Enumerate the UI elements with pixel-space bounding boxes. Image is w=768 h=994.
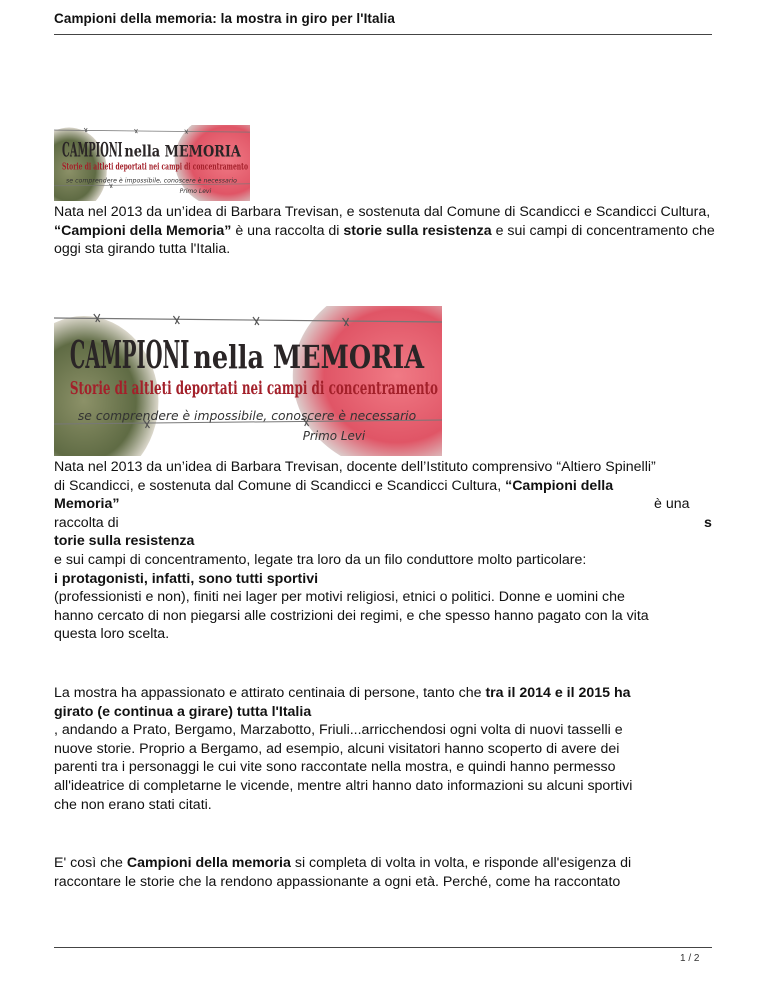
body-line (54, 532, 716, 551)
tour-paragraph (54, 684, 716, 814)
closing-paragraph (54, 854, 716, 891)
body-line (54, 570, 716, 589)
intro-text-1: Nata nel 2013 da un’idea di Barbara Trevisan, e sostenuta dal Comune di Scandicci e Scandicci Cultura, (54, 204, 711, 220)
tour-line (54, 684, 716, 703)
intro-text-2: è una raccolta di (231, 222, 344, 239)
body-line (54, 495, 716, 514)
campioni-banner-image-small (54, 125, 250, 201)
body-bold: “Campioni della (505, 477, 614, 494)
footer-divider (54, 947, 712, 948)
tour-bold: girato (e continua a girare) tutta l'Italia (54, 703, 312, 720)
body-text: di Scandicci, e sostenuta dal Comune di Scandicci e Scandicci Cultura, (54, 477, 506, 494)
body-text: raccolta di (54, 514, 119, 531)
body-line: hanno cercato di non piegarsi alle costrizioni dei regimi, e che spesso hanno pagato con la vita (54, 607, 649, 624)
tour-line: all'ideatrice di completarne le vicende, mentre altri hanno dato informazioni su alcuni sportivi (54, 777, 633, 794)
banner-title-b: nella MEMORIA (193, 337, 426, 377)
tour-line: parenti tra i personaggi le cui vite sono raccontate nella mostra, e quindi hanno permesso (54, 759, 616, 776)
banner-subtitle: Storie di altleti deportati nei campi di concentramento (62, 161, 248, 173)
intro-bold-2: storie sulla resistenza (343, 222, 492, 239)
intro-bold-1: “Campioni della Memoria” (54, 222, 232, 239)
banner-subtitle: Storie di altleti deportati nei campi di concentramento (69, 377, 439, 400)
banner-author: Primo Levi (179, 187, 212, 195)
body-bold: torie sulla resistenza (54, 533, 195, 550)
body-text: è una (654, 496, 690, 513)
closing-text: E' così che (54, 855, 127, 871)
banner-quote: se comprendere è impossibile, conoscere è necessario (66, 177, 232, 185)
tour-bold: tra il 2014 e il 2015 ha (485, 685, 631, 701)
body-line (54, 514, 716, 533)
body-line (54, 477, 716, 496)
body-paragraph (54, 458, 716, 644)
body-line: e sui campi di concentramento, legate tra loro da un filo conduttore molto particolare: (54, 551, 587, 568)
page-title: Campioni della memoria: la mostra in giro per l'Italia (54, 11, 395, 26)
tour-text: La mostra ha appassionato e attirato centinaia di persone, tanto che (54, 685, 486, 701)
tour-line (54, 703, 716, 722)
page-number: 1 / 2 (680, 953, 700, 964)
banner-title-a: CAMPIONI (62, 138, 123, 162)
campioni-banner-image-large (54, 306, 442, 456)
banner-title-b: nella MEMORIA (124, 141, 242, 161)
body-bold: Memoria” (54, 496, 120, 513)
body-line: (professionisti e non), finiti nei lager per motivi religiosi, etnici o politici. Donne e uomini che (54, 589, 625, 606)
intro-text-3: e sui campi di concentramento che oggi sta girando tutta l'Italia. (54, 222, 715, 258)
intro-paragraph (54, 203, 716, 259)
banner-author: Primo Levi (302, 428, 366, 444)
closing-line: raccontare le storie che la rendono appassionante a ogni età. Perché, come ha raccontato (54, 873, 621, 890)
body-bold: s (704, 514, 712, 531)
tour-line: , andando a Prato, Bergamo, Marzabotto, Friuli...arricchendosi ogni volta di nuovi tasselli e (54, 722, 623, 739)
tour-line: che non erano stati citati. (54, 796, 212, 813)
banner-title-a: CAMPIONI (69, 331, 190, 378)
body-line: questa loro scelta. (54, 626, 170, 643)
closing-line (54, 854, 716, 873)
closing-bold: Campioni della memoria (126, 855, 291, 871)
body-bold: i protagonisti, infatti, sono tutti sportivi (54, 570, 319, 587)
tour-line: nuove storie. Proprio a Bergamo, ad esempio, alcuni visitatori hanno scoperto di avere dei (54, 740, 620, 757)
closing-text: si completa di volta in volta, e risponde all'esigenza di (290, 855, 632, 871)
body-line: Nata nel 2013 da un’idea di Barbara Trevisan, docente dell’Istituto comprensivo “Altiero Spinelli” (54, 459, 656, 475)
banner-quote: se comprendere è impossibile, conoscere è necessario (77, 408, 417, 424)
header-divider (54, 34, 712, 35)
